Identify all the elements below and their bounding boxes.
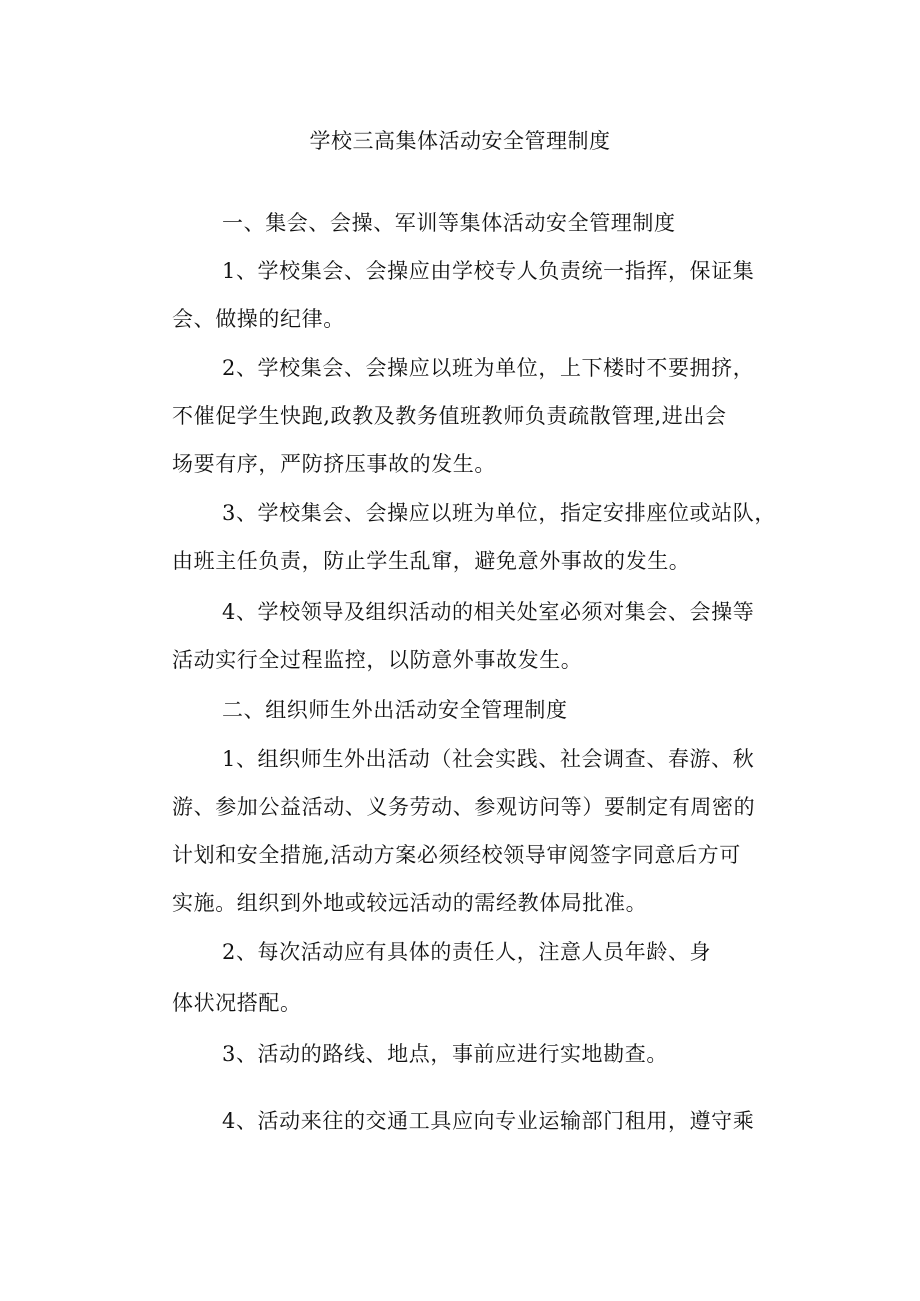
paragraph-line: 2、每次活动应有具体的责任人，注意人员年龄、身 xyxy=(222,940,712,964)
paragraph-line: 场要有序，严防挤压事故的发生。 xyxy=(172,452,496,476)
paragraph-line: 由班主任负责，防止学生乱窜，避免意外事故的发生。 xyxy=(172,549,691,573)
paragraph-line: 1、学校集会、会操应由学校专人负责统一指挥，保证集 xyxy=(222,259,755,283)
paragraph-line: 活动实行全过程监控，以防意外事故发生。 xyxy=(172,648,583,672)
paragraph-line: 体状况搭配。 xyxy=(172,991,302,1015)
paragraph-line: 会、做操的纪律。 xyxy=(172,307,345,331)
paragraph-line: 不催促学生快跑,政教及教务值班教师负责疏散管理,进出会 xyxy=(172,404,727,428)
paragraph-line: 3、活动的路线、地点，事前应进行实地勘查。 xyxy=(222,1042,668,1066)
document-title: 学校三高集体活动安全管理制度 xyxy=(309,129,611,153)
section-heading: 二、组织师生外出活动安全管理制度 xyxy=(222,698,568,722)
paragraph-line: 游、参加公益活动、义务劳动、参观访问等）要制定有周密的 xyxy=(172,795,756,819)
paragraph-line: 4、活动来往的交通工具应向专业运输部门租用，遵守乘 xyxy=(222,1109,755,1133)
paragraph-line: 计划和安全措施,活动方案必须经校领导审阅签字同意后方可 xyxy=(172,843,741,867)
paragraph-line: 实施。组织到外地或较远活动的需经教体局批准。 xyxy=(172,891,648,915)
paragraph-line: 2、学校集会、会操应以班为单位，上下楼时不要拥挤， xyxy=(222,356,755,380)
paragraph-line: 3、学校集会、会操应以班为单位，指定安排座位或站队， xyxy=(222,501,776,525)
paragraph-line: 4、学校领导及组织活动的相关处室必须对集会、会操等 xyxy=(222,600,755,624)
paragraph-line: 1、组织师生外出活动（社会实践、社会调查、春游、秋 xyxy=(222,747,755,771)
section-heading: 一、集会、会操、军训等集体活动安全管理制度 xyxy=(222,211,676,235)
